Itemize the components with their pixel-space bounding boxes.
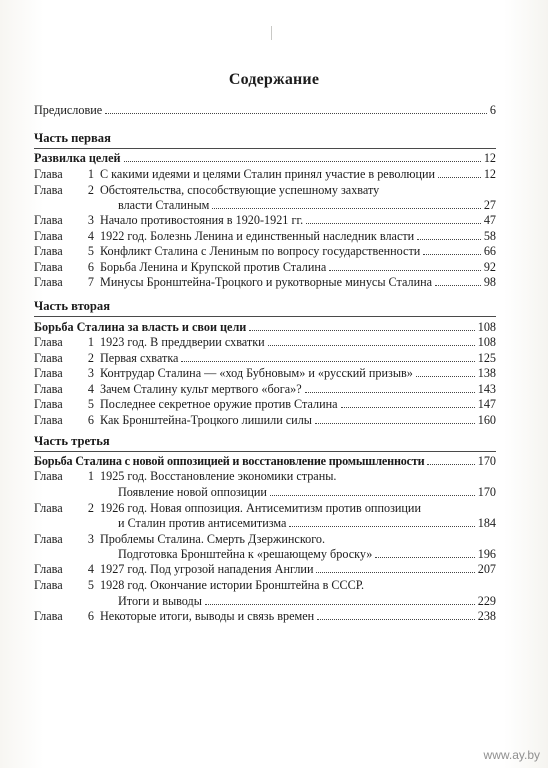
chapter-page: 160	[477, 413, 496, 427]
chapter-title: Зачем Сталину культ мертвого «бога»?	[100, 382, 302, 396]
leader-dots	[317, 609, 475, 620]
chapter-label: Глава	[34, 213, 63, 227]
chapter-title: С какими идеями и целями Сталин принял участие в революции	[100, 167, 436, 181]
chapter-title: 1922 год. Болезнь Ленина и единственный наследник власти	[100, 229, 415, 243]
chapter-number: 3	[87, 213, 94, 227]
chapter-label: Глава	[34, 229, 63, 243]
entry-title: Предисловие	[34, 103, 103, 117]
section-page: 12	[483, 151, 496, 165]
chapter-title: Минусы Бронштейна-Троцкого и рукотворные минусы Сталина	[100, 275, 433, 289]
chapter-label: Глава	[34, 562, 63, 576]
chapter-title: Борьба Ленина и Крупской против Сталина	[100, 260, 327, 274]
chapter-label: Глава	[34, 532, 63, 546]
chapter-number: 4	[87, 562, 94, 576]
chapter-number: 7	[87, 275, 94, 289]
leader-dots	[423, 244, 481, 255]
chapter-number: 6	[87, 609, 94, 623]
leader-dots	[305, 382, 475, 393]
leader-dots	[315, 413, 475, 424]
chapter-number: 1	[87, 469, 94, 483]
leader-dots	[375, 547, 474, 558]
chapter-title: 1923 год. В преддверии схватки	[100, 335, 265, 349]
part-heading: Часть третья	[34, 434, 110, 448]
leader-dots	[416, 366, 475, 377]
chapter-page: 27	[483, 198, 496, 212]
leader-dots	[270, 485, 475, 496]
leader-dots	[249, 320, 474, 331]
chapter-page: 58	[483, 229, 496, 243]
leader-dots	[417, 229, 481, 240]
part-heading: Часть вторая	[34, 299, 111, 313]
chapter-page: 143	[477, 382, 496, 396]
chapter-title: Обстоятельства, способствующие успешному захвату	[100, 183, 380, 197]
chapter-title: Начало противостояния в 1920-1921 гг.	[100, 213, 304, 227]
chapter-title: Как Бронштейна-Троцкого лишили силы	[100, 413, 312, 427]
chapter-title: 1928 год. Окончание истории Бронштейна в СССР.	[100, 578, 365, 592]
leader-dots	[212, 198, 480, 209]
leader-dots	[289, 516, 474, 527]
chapter-page: 170	[477, 485, 496, 499]
chapter-title-cont: Подготовка Бронштейна к «решающему броску»	[118, 547, 373, 561]
section-page: 170	[477, 454, 496, 468]
leader-dots	[105, 103, 487, 114]
chapter-label: Глава	[34, 382, 63, 396]
chapter-page: 66	[483, 244, 496, 258]
chapter-label: Глава	[34, 260, 63, 274]
toc-title: Содержание	[228, 71, 320, 88]
chapter-number: 2	[87, 351, 94, 365]
chapter-page: 47	[483, 213, 496, 227]
part-rule	[34, 316, 496, 317]
watermark-text: www.ay.by	[483, 748, 540, 762]
chapter-number: 5	[87, 244, 94, 258]
chapter-page: 147	[477, 397, 496, 411]
chapter-page: 108	[477, 335, 496, 349]
leader-dots	[329, 260, 480, 271]
chapter-page: 207	[477, 562, 496, 576]
chapter-page: 196	[477, 547, 496, 561]
chapter-number: 4	[87, 382, 94, 396]
chapter-number: 5	[87, 397, 94, 411]
chapter-number: 4	[87, 229, 94, 243]
chapter-label: Глава	[34, 183, 63, 197]
chapter-page: 138	[477, 366, 496, 380]
chapter-number: 5	[87, 578, 94, 592]
chapter-title: Контрудар Сталина — «ход Бубновым» и «русский призыв»	[100, 366, 413, 380]
leader-dots	[268, 335, 475, 346]
chapter-label: Глава	[34, 609, 63, 623]
leader-dots	[316, 562, 474, 573]
chapter-page: 238	[477, 609, 496, 623]
chapter-title-cont: Появление новой оппозиции	[118, 485, 267, 499]
chapter-page: 92	[483, 260, 496, 274]
chapter-number: 3	[87, 532, 94, 546]
chapter-title: Первая схватка	[100, 351, 179, 365]
chapter-title: Некоторые итоги, выводы и связь времен	[100, 609, 315, 623]
chapter-label: Глава	[34, 335, 63, 349]
chapter-page: 12	[483, 167, 496, 181]
chapter-number: 1	[87, 335, 94, 349]
chapter-label: Глава	[34, 501, 63, 515]
chapter-number: 6	[87, 413, 94, 427]
entry-page: 6	[489, 103, 496, 117]
chapter-page: 184	[477, 516, 496, 530]
chapter-title: 1927 год. Под угрозой нападения Англии	[100, 562, 314, 576]
leader-dots	[435, 275, 481, 286]
chapter-page: 125	[477, 351, 496, 365]
chapter-number: 2	[87, 501, 94, 515]
chapter-label: Глава	[34, 413, 63, 427]
chapter-number: 2	[87, 183, 94, 197]
chapter-label: Глава	[34, 469, 63, 483]
chapter-title: 1925 год. Восстановление экономики страны.	[100, 469, 337, 483]
chapter-label: Глава	[34, 366, 63, 380]
chapter-page: 98	[483, 275, 496, 289]
section-title: Развилка целей	[34, 151, 121, 165]
leader-dots	[181, 351, 474, 362]
chapter-number: 3	[87, 366, 94, 380]
leader-dots	[427, 454, 474, 465]
page-crease-mark	[271, 26, 272, 40]
leader-dots	[205, 594, 475, 605]
section-title: Борьба Сталина за власть и свои цели	[34, 320, 247, 334]
chapter-label: Глава	[34, 351, 63, 365]
part-heading: Часть первая	[34, 131, 111, 145]
chapter-number: 1	[87, 167, 94, 181]
chapter-title-cont: власти Сталиным	[118, 198, 210, 212]
chapter-label: Глава	[34, 578, 63, 592]
chapter-label: Глава	[34, 275, 63, 289]
chapter-title-cont: Итоги и выводы	[118, 594, 202, 608]
chapter-title: Конфликт Сталина с Лениным по вопросу государственности	[100, 244, 421, 258]
chapter-label: Глава	[34, 244, 63, 258]
chapter-title: Проблемы Сталина. Смерть Дзержинского.	[100, 532, 326, 546]
chapter-title: Последнее секретное оружие против Сталина	[100, 397, 338, 411]
chapter-page: 229	[477, 594, 496, 608]
chapter-number: 6	[87, 260, 94, 274]
section-page: 108	[477, 320, 496, 334]
chapter-label: Глава	[34, 397, 63, 411]
section-title: Борьба Сталина с новой оппозицией и восстановление промышленности	[34, 454, 425, 468]
chapter-title-cont: и Сталин против антисемитизма	[118, 516, 287, 530]
leader-dots	[124, 151, 481, 162]
leader-dots	[306, 213, 481, 224]
leader-dots	[438, 167, 481, 178]
leader-dots	[341, 397, 475, 408]
chapter-title: 1926 год. Новая оппозиция. Антисемитизм против оппозиции	[100, 501, 421, 515]
part-rule	[34, 451, 496, 452]
part-rule	[34, 148, 496, 149]
chapter-label: Глава	[34, 167, 63, 181]
